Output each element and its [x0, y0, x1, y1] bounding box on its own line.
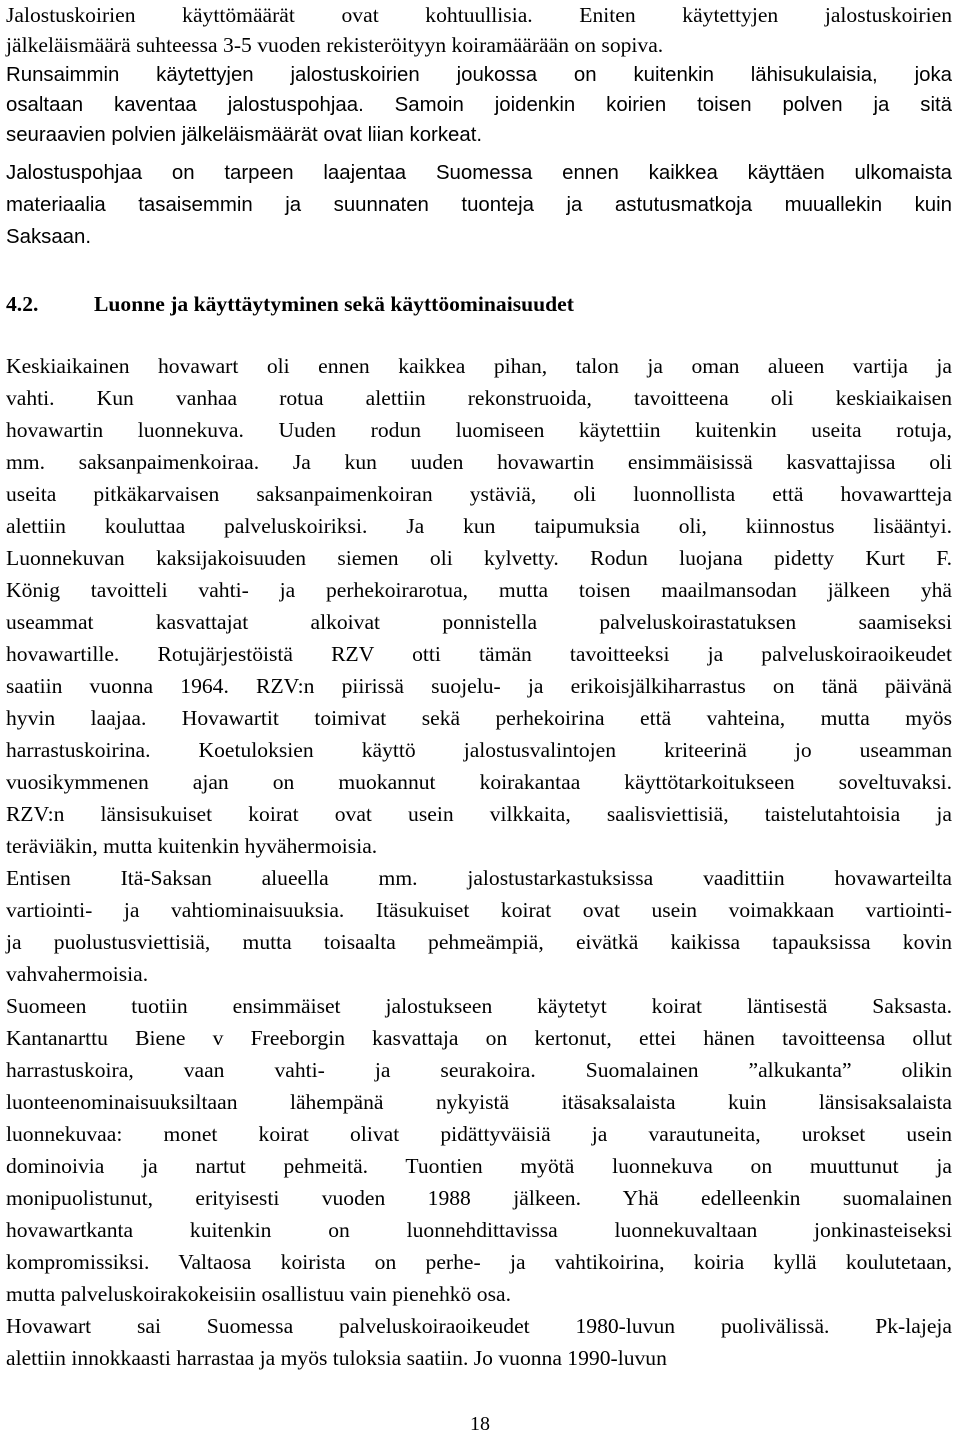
- text-line: vartiointi- ja vahtiominaisuuksia. Itäsukuiset koirat ovat usein voimakkaan vartiointi-: [6, 898, 952, 922]
- section-heading: [6, 289, 574, 319]
- text-line: useita pitkäkarvaisen saksanpaimenkoiran ystäviä, oli luonnollista että hovawartteja: [6, 482, 952, 506]
- text-line: seuraavien polvien jälkeläismäärät ovat liian korkeat.: [6, 124, 483, 146]
- text-line: mutta palveluskoirakokeisiin osallistuu vain pienehkö osa.: [6, 1282, 511, 1306]
- text-line: alettiin innokkaasti harrastaa ja myös tuloksia saatiin. Jo vuonna 1990-luvun: [6, 1346, 667, 1370]
- text-line: König tavoitteli vahti- ja perhekoirarotua, mutta toisen maailmansodan jälkeen yhä: [6, 578, 952, 602]
- text-line: vahvahermoisia.: [6, 962, 149, 986]
- text-line: saatiin vuonna 1964. RZV:n piirissä suojelu- ja erikoisjälkiharrastus on tänä päivänä: [6, 674, 952, 698]
- text-line: osaltaan kaventaa jalostuspohjaa. Samoin joidenkin koirien toisen polven ja sitä: [6, 94, 952, 116]
- text-line: luonnekuvaa: monet koirat olivat pidättyväisiä ja varautuneita, urokset usein: [6, 1122, 952, 1146]
- text-line: luonteenominaisuuksiltaan lähempänä nykyistä itäsaksalaista kuin länsisaksalaista: [6, 1090, 952, 1114]
- text-line: Kantanarttu Biene v Freeborgin kasvattaja on kertonut, ettei hänen tavoitteensa ollut: [6, 1026, 952, 1050]
- text-line: monipuolistunut, erityisesti vuoden 1988 jälkeen. Yhä edelleenkin suomalainen: [6, 1186, 952, 1210]
- text-line: jälkeläismäärä suhteessa 3-5 vuoden rekisteröityyn koiramäärään on sopiva.: [6, 33, 664, 57]
- section-title: Luonne ja käyttäytyminen sekä käyttöominaisuudet: [94, 292, 574, 316]
- page-number: 18: [470, 1413, 490, 1435]
- text-line: vahti. Kun vanhaa rotua alettiin rekonstruoida, tavoitteena oli keskiaikaisen: [6, 386, 952, 410]
- text-line: hovawartille. Rotujärjestöistä RZV otti tämän tavoitteeksi ja palveluskoiraoikeudet: [6, 642, 952, 666]
- text-line: RZV:n länsisukuiset koirat ovat usein vilkkaita, saalisviettisiä, taistelutahtoisia ja: [6, 802, 952, 826]
- text-line: materiaalia tasaisemmin ja suunnaten tuonteja ja astutusmatkoja muuallekin kuin: [6, 194, 952, 216]
- text-line: Entisen Itä-Saksan alueella mm. jalostustarkastuksissa vaadittiin hovawarteilta: [6, 866, 952, 890]
- text-line: Jalostuskoirien käyttömäärät ovat kohtuullisia. Eniten käytettyjen jalostuskoirien: [6, 3, 952, 27]
- text-line: Luonnekuvan kaksijakoisuuden siemen oli kylvetty. Rodun luojana pidetty Kurt F.: [6, 546, 952, 570]
- text-line: mm. saksanpaimenkoiraa. Ja kun uuden hovawartin ensimmäisissä kasvattajissa oli: [6, 450, 952, 474]
- text-line: alettiin kouluttaa palveluskoiriksi. Ja kun taipumuksia oli, kiinnostus lisääntyi.: [6, 514, 952, 538]
- text-line: teräviäkin, mutta kuitenkin hyvähermoisia.: [6, 834, 378, 858]
- document-page: [6, 0, 954, 1436]
- text-line: vuosikymmenen ajan on muokannut koirakantaa käyttötarkoitukseen soveltuvaksi.: [6, 770, 952, 794]
- text-line: harrastuskoira, vaan vahti- ja seurakoira. Suomalainen ”alkukanta” olikin: [6, 1058, 952, 1082]
- text-line: hovawartin luonnekuva. Uuden rodun luomiseen käytettiin kuitenkin useita rotuja,: [6, 418, 952, 442]
- text-line: Runsaimmin käytettyjen jalostuskoirien joukossa on kuitenkin lähisukulaisia, joka: [6, 64, 952, 86]
- text-line: hyvin laajaa. Hovawartit toimivat sekä perhekoirina että vahteina, mutta myös: [6, 706, 952, 730]
- text-line: Jalostuspohjaa on tarpeen laajentaa Suomessa ennen kaikkea käyttäen ulkomaista: [6, 162, 952, 184]
- text-line: Hovawart sai Suomessa palveluskoiraoikeudet 1980-luvun puolivälissä. Pk-lajeja: [6, 1314, 952, 1338]
- text-line: dominoivia ja nartut pehmeitä. Tuontien myötä luonnekuva on muuttunut ja: [6, 1154, 952, 1178]
- text-line: Saksaan.: [6, 226, 92, 248]
- text-line: useammat kasvattajat alkoivat ponnistella palveluskoirastatuksen saamiseksi: [6, 610, 952, 634]
- text-line: Suomeen tuotiin ensimmäiset jalostukseen käytetyt koirat läntisestä Saksasta.: [6, 994, 952, 1018]
- text-line: hovawartkanta kuitenkin on luonnehdittavissa luonnekuvaltaan jonkinasteiseksi: [6, 1218, 952, 1242]
- text-line: Keskiaikainen hovawart oli ennen kaikkea pihan, talon ja oman alueen vartija ja: [6, 354, 952, 378]
- text-line: harrastuskoirina. Koetuloksien käyttö jalostusvalintojen kriteerinä jo useamman: [6, 738, 952, 762]
- section-number: 4.2.: [6, 292, 39, 316]
- text-line: kompromissiksi. Valtaosa koirista on perhe- ja vahtikoirina, koiria kyllä koulutetaan,: [6, 1250, 952, 1274]
- text-line: ja puolustusviettisiä, mutta toisaalta pehmeämpiä, eivätkä kaikissa tapauksissa kovin: [6, 930, 952, 954]
